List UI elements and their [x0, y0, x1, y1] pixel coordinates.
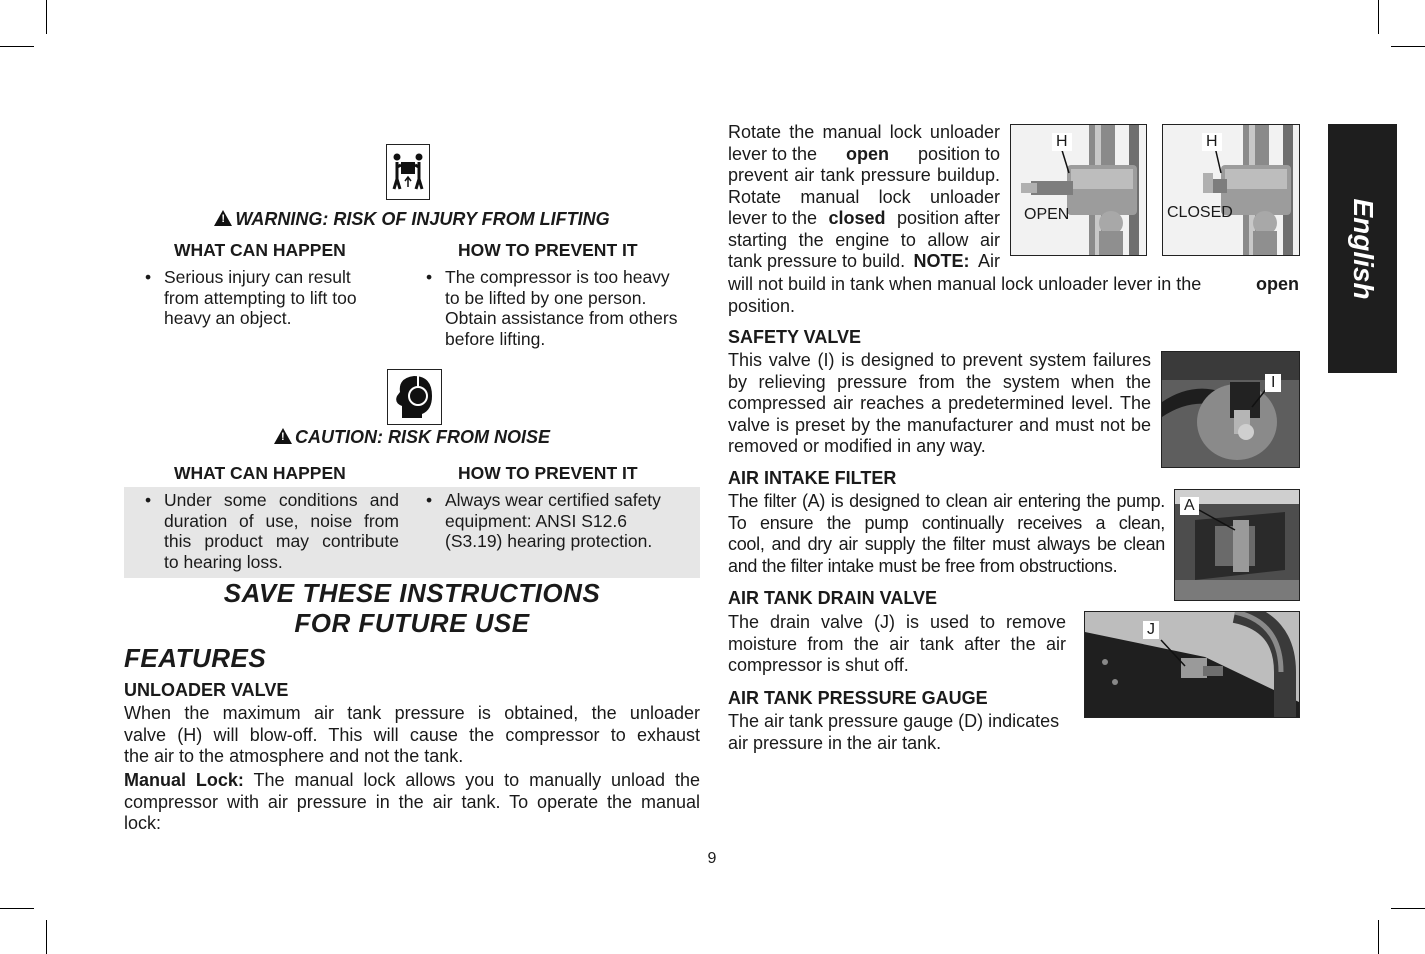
- save-instructions-heading: SAVE THESE INSTRUCTIONS FOR FUTURE USE: [223, 578, 601, 638]
- safety-valve-photo: [1161, 351, 1300, 468]
- drain-valve-photo: [1084, 611, 1300, 718]
- closed-label: CLOSED: [1167, 204, 1233, 221]
- warning-title: !WARNING: RISK OF INJURY FROM LIFTING: [124, 209, 700, 230]
- warning-what-item: • Serious injury can result from attempting to lift too heavy an object.: [145, 267, 357, 328]
- caution-how-header: HOW TO PREVENT IT: [458, 463, 638, 483]
- drain-valve-text: The drain valve (J) is used to remove moisture from the air tank after the air compressor is shut off.: [728, 612, 1066, 675]
- crop-mark: [0, 46, 34, 47]
- safety-valve-text: This valve (I) is designed to prevent system failures by relieving pressure from the system when the compressed air reaches a predetermined level. The valve is preset by the manufacturer and must not be removed or modified in any way.: [728, 350, 1151, 456]
- warning-how-header: HOW TO PREVENT IT: [458, 240, 638, 260]
- closed-h-label: H: [1202, 133, 1222, 151]
- manual-lock-text: Manual Lock: The manual lock allows you to manually unload the compressor with air pressure in the air tank. To operate the manual lock:: [124, 770, 700, 833]
- unloader-valve-heading: UNLOADER VALVE: [124, 680, 289, 700]
- language-tab-label: English: [1347, 197, 1379, 300]
- drain-valve-heading: AIR TANK DRAIN VALVE: [728, 588, 937, 608]
- crop-mark: [46, 0, 47, 34]
- pressure-gauge-text: The air tank pressure gauge (D) indicates air pressure in the air tank.: [728, 711, 1060, 753]
- features-heading: FEATURES: [124, 643, 267, 673]
- air-filter-a-label: A: [1180, 497, 1199, 515]
- caution-triangle-icon: [274, 428, 292, 444]
- air-intake-filter-text: The filter (A) is designed to clean air entering the pump. To ensure the pump continually receives a clean, cool, and dry air supply the filter must always be clean and the filter intake must be free from obstructions.: [728, 491, 1165, 576]
- crop-mark: [1391, 908, 1425, 909]
- crop-mark: [1391, 46, 1425, 47]
- open-label: OPEN: [1024, 206, 1070, 223]
- safety-valve-i-label: I: [1265, 374, 1281, 392]
- crop-mark: [0, 908, 34, 909]
- safety-valve-heading: SAFETY VALVE: [728, 327, 862, 347]
- air-intake-filter-heading: AIR INTAKE FILTER: [728, 468, 897, 488]
- rotate-instructions-continued: will not build in tank when manual lock unloader lever in the open position.: [728, 274, 1299, 316]
- open-h-label: H: [1052, 133, 1072, 151]
- two-person-lift-icon: [386, 144, 430, 200]
- page-number: 9: [707, 850, 717, 867]
- rotate-instructions-text: Rotate the manual lock unloader lever to the open position to prevent air tank pressure buildup. Rotate manual lock unloader lever to the closed position after starting the engine to allow air tank pressure to build. NOTE: Air: [728, 122, 1000, 271]
- caution-what-header: WHAT CAN HAPPEN: [174, 463, 346, 483]
- crop-mark: [46, 920, 47, 954]
- caution-what-item: • Under some conditions and duration of use, noise from this product may contribute to hearing loss.: [145, 490, 399, 572]
- drain-valve-j-label: J: [1143, 621, 1159, 639]
- crop-mark: [1378, 0, 1379, 34]
- warning-triangle-icon: [214, 210, 232, 226]
- unloader-open-photo: [1010, 124, 1147, 256]
- crop-mark: [1378, 920, 1379, 954]
- unloader-closed-photo: [1162, 124, 1300, 256]
- pressure-gauge-heading: AIR TANK PRESSURE GAUGE: [728, 688, 988, 708]
- caution-title: !CAUTION: RISK FROM NOISE: [124, 427, 700, 448]
- warning-what-header: WHAT CAN HAPPEN: [174, 240, 346, 260]
- warning-how-item: • The compressor is too heavy to be lifted by one person. Obtain assistance from others before lifting.: [426, 267, 678, 349]
- unloader-valve-text: When the maximum air tank pressure is obtained, the unloader valve (H) will blow-off. This will cause the compressor to exhaust the air to the atmosphere and not the tank.: [124, 703, 700, 766]
- language-tab: [1328, 124, 1397, 373]
- caution-how-item: • Always wear certified safety equipment: ANSI S12.6 (S3.19) hearing protection.: [426, 490, 661, 551]
- hearing-protection-icon: [387, 369, 442, 425]
